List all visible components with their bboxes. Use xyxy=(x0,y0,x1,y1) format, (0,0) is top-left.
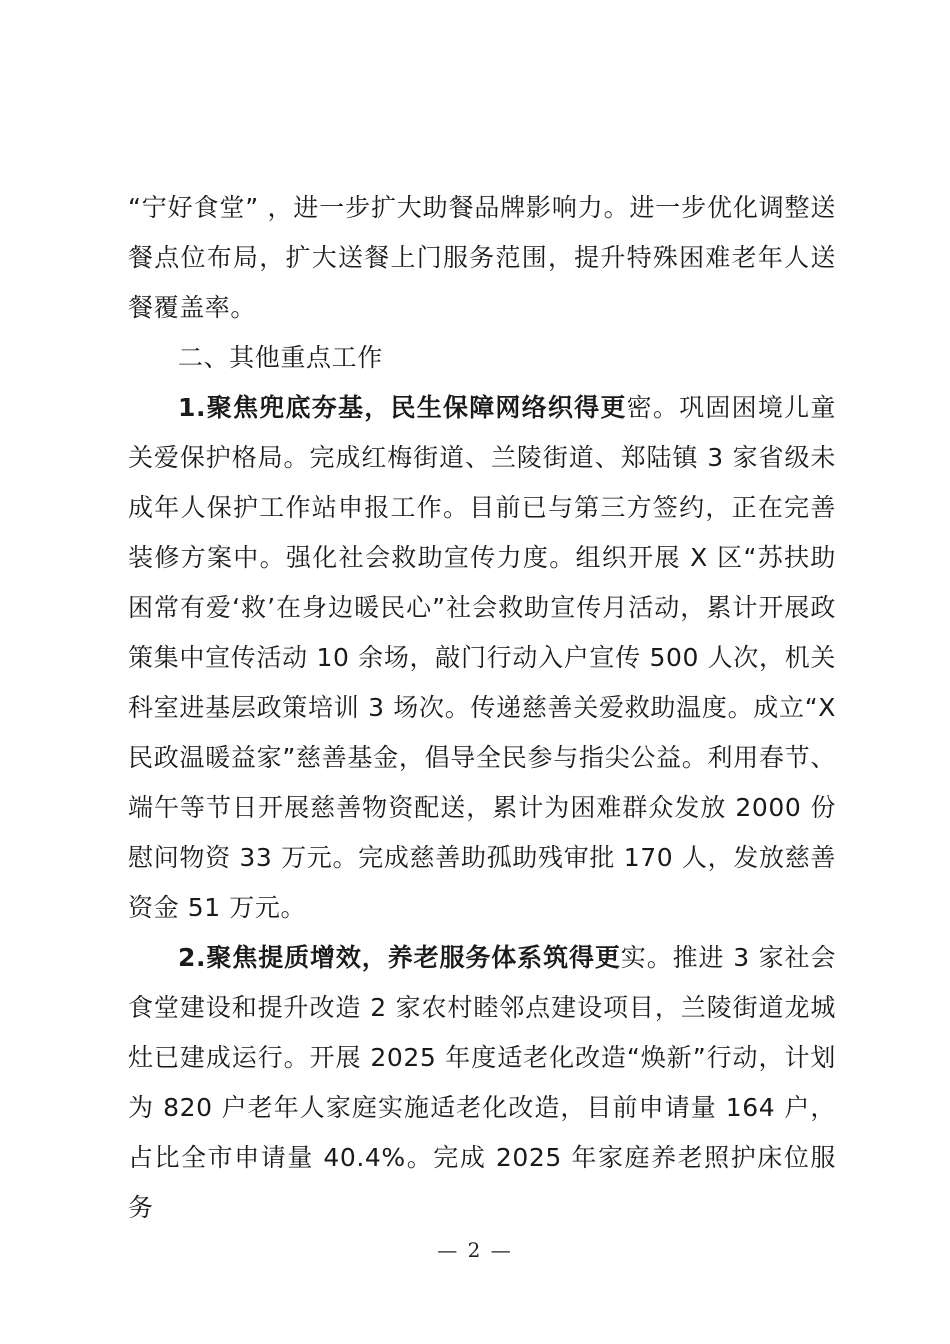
paragraph-continuation: “宁好食堂” ，进一步扩大助餐品牌影响力。进一步优化调整送餐点位布局，扩大送餐上门服务范围，提升特殊困难老年人送餐覆盖率。 xyxy=(128,193,836,322)
item-1-title: 1.聚焦兜底夯基，民生保障网络织得更 xyxy=(178,393,627,422)
item-1-body: 密。巩固困境儿童关爱保护格局。完成红梅街道、兰陵街道、郑陆镇 3 家省级未成年人保护工作站申报工作。目前已与第三方签约，正在完善装修方案中。强化社会救助宣传力度。组织开展 X 区“苏扶助困常有爱‘救’在身边暖民心”社会救助宣传月活动，累计开展政策集中宣传活动 10 余场，敲门行动入户宣传 500 人次，机关科室进基层政策培训 3 场次。传递慈善关爱救助温度。成立“X 民政温暖益家”慈善基金，倡导全民参与指尖公益。利用春节、端午等节日开展慈善物资配送，累计为困难群众发放 2000 份慰问物资 33 万元。完成慈善助孤助残审批 170 人，发放慈善资金 51 万元。 xyxy=(128,393,836,922)
paragraph-item-1 xyxy=(128,383,836,933)
item-2-body: 实。推进 3 家社会食堂建设和提升改造 2 家农村睦邻点建设项目，兰陵街道龙城灶已建成运行。开展 2025 年度适老化改造“焕新”行动，计划为 820 户老年人家庭实施适老化改造，目前申请量 164 户，占比全市申请量 40.4%。完成 2025 年家庭养老照护床位服务 xyxy=(128,943,836,1222)
section-heading: 二、其他重点工作 xyxy=(178,343,383,372)
paragraph-item-2 xyxy=(128,933,836,1233)
document-body xyxy=(128,183,836,1233)
item-2-title: 2.聚焦提质增效，养老服务体系筑得更 xyxy=(178,943,621,972)
page-number: — 2 — xyxy=(437,1238,513,1262)
